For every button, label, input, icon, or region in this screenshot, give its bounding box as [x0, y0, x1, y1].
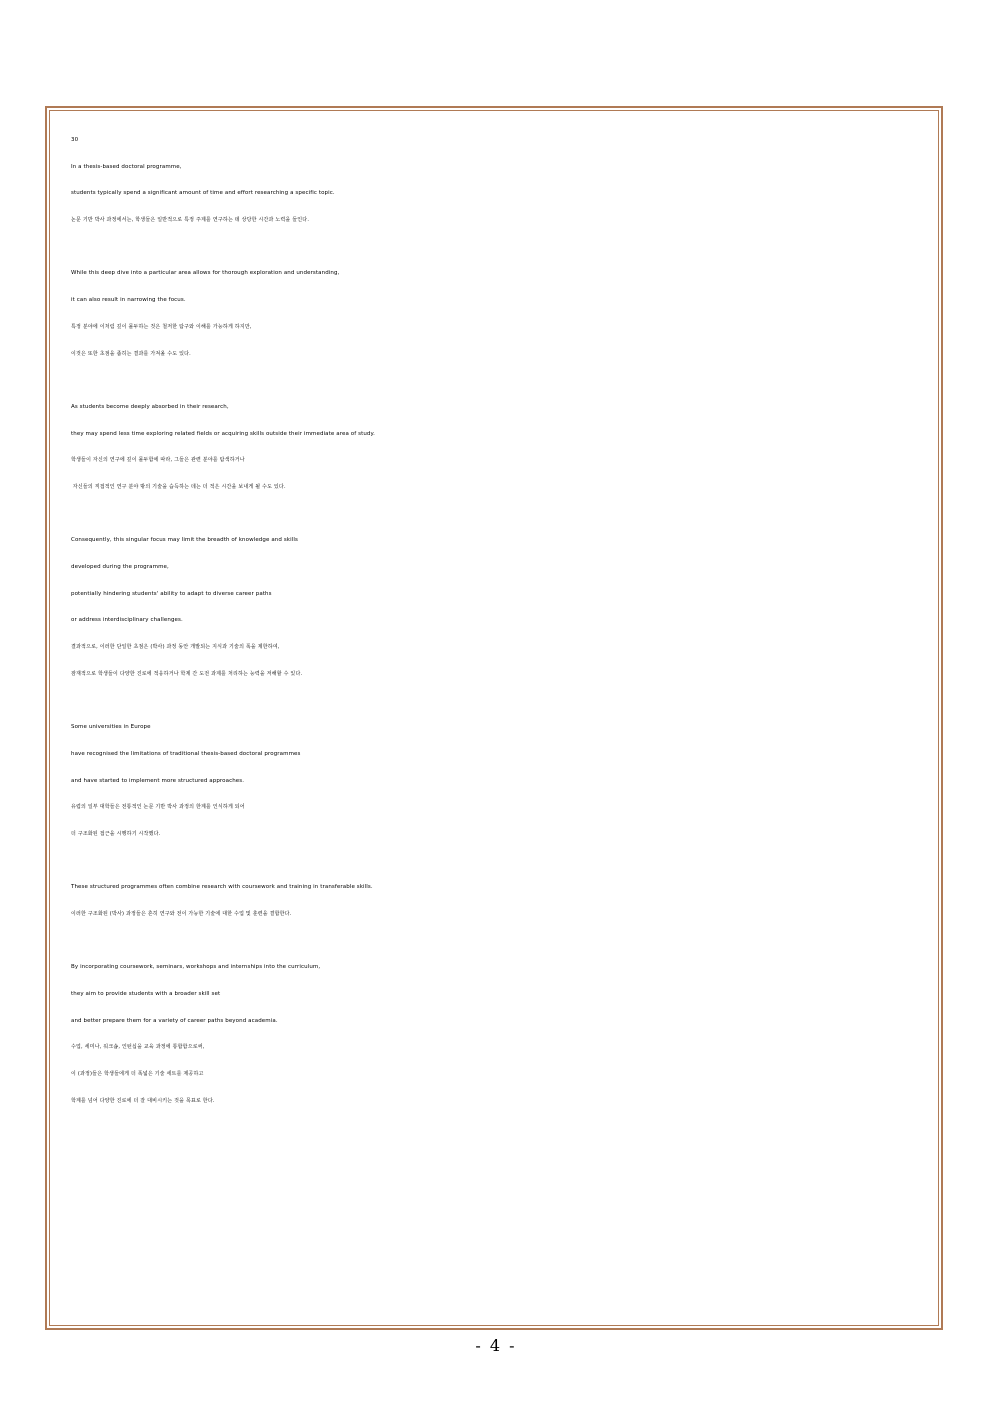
- korean-line: 수업, 세미나, 워크숍, 인턴십을 교육 과정에 통합함으로써,: [71, 1044, 205, 1051]
- korean-line: 유럽의 일부 대학들은 전통적인 논문 기반 박사 과정의 한계를 인식하게 되어: [71, 804, 245, 811]
- english-line: In a thesis-based doctoral programme,: [71, 163, 182, 170]
- paragraph-7: [71, 954, 936, 1114]
- paragraph-3: [71, 394, 936, 501]
- english-line: While this deep dive into a particular area allows for thorough exploration and understanding,: [71, 270, 340, 277]
- paragraph-4: [71, 527, 936, 687]
- page-number: - 4 -: [475, 1336, 517, 1355]
- english-line: students typically spend a significant amount of time and effort researching a specific topic.: [71, 190, 335, 197]
- english-line: By incorporating coursework, seminars, workshops and internships into the curriculum,: [71, 964, 321, 971]
- english-line: have recognised the limitations of traditional thesis-based doctoral programmes: [71, 750, 301, 757]
- english-line: As students become deeply absorbed in their research,: [71, 403, 229, 410]
- korean-line: 잠재적으로 학생들이 다양한 진로에 적응하거나 학제 간 도전 과제를 처리하는 능력을 저해할 수 있다.: [71, 670, 303, 677]
- korean-line: 학생들이 자신의 연구에 깊이 몰두함에 따라, 그들은 관련 분야를 탐색하거나: [71, 457, 245, 464]
- english-line: developed during the programme,: [71, 564, 169, 570]
- english-line: it can also result in narrowing the focus.: [71, 297, 186, 304]
- english-line: These structured programmes often combine research with coursework and training in transferable skills.: [71, 884, 373, 891]
- korean-line: 논문 기반 박사 과정에서는, 학생들은 일반적으로 특정 주제를 연구하는 데 상당한 시간과 노력을 들인다.: [71, 217, 310, 224]
- english-line: and better prepare them for a variety of career paths beyond academia.: [71, 1017, 278, 1024]
- korean-line: 자신들의 직접적인 연구 분야 밖의 기술을 습득하는 데는 더 적은 시간을 보내게 될 수도 있다.: [71, 483, 286, 490]
- document-body: [71, 127, 936, 1114]
- english-line: or address interdisciplinary challenges.: [71, 617, 183, 624]
- korean-line: 특정 분야에 이처럼 깊이 몰두하는 것은 철저한 탐구와 이해를 가능하게 하지만,: [71, 323, 252, 330]
- english-line: Some universities in Europe: [71, 724, 151, 731]
- paragraph-2: [71, 260, 936, 367]
- korean-line: 이것은 또한 초점을 좁히는 결과를 가져올 수도 있다.: [71, 350, 191, 357]
- english-line: Consequently, this singular focus may limit the breadth of knowledge and skills: [71, 537, 298, 544]
- english-line: potentially hindering students' ability to adapt to diverse career paths: [71, 590, 272, 597]
- english-line: they may spend less time exploring related fields or acquiring skills outside their immediate area of study.: [71, 430, 375, 437]
- korean-line: 이 (과정)들은 학생들에게 더 폭넓은 기술 세트를 제공하고: [71, 1071, 204, 1078]
- paragraph-1: [71, 154, 936, 234]
- korean-line: 이러한 구조화된 (박사) 과정들은 흔히 연구와 전이 가능한 기술에 대한 수업 및 훈련을 결합한다.: [71, 910, 292, 917]
- english-line: and have started to implement more structured approaches.: [71, 777, 245, 784]
- paragraph-5: [71, 714, 936, 847]
- question-number: 30: [71, 137, 79, 143]
- paragraph-6: [71, 874, 936, 927]
- korean-line: 더 구조화된 접근을 시행하기 시작했다.: [71, 830, 161, 837]
- korean-line: 결과적으로, 이러한 단일한 초점은 (박사) 과정 동안 개발되는 지식과 기술의 폭을 제한하여,: [71, 644, 280, 651]
- english-line: they aim to provide students with a broader skill set: [71, 991, 221, 997]
- korean-line: 학계를 넘어 다양한 진로에 더 잘 대비시키는 것을 목표로 한다.: [71, 1097, 215, 1104]
